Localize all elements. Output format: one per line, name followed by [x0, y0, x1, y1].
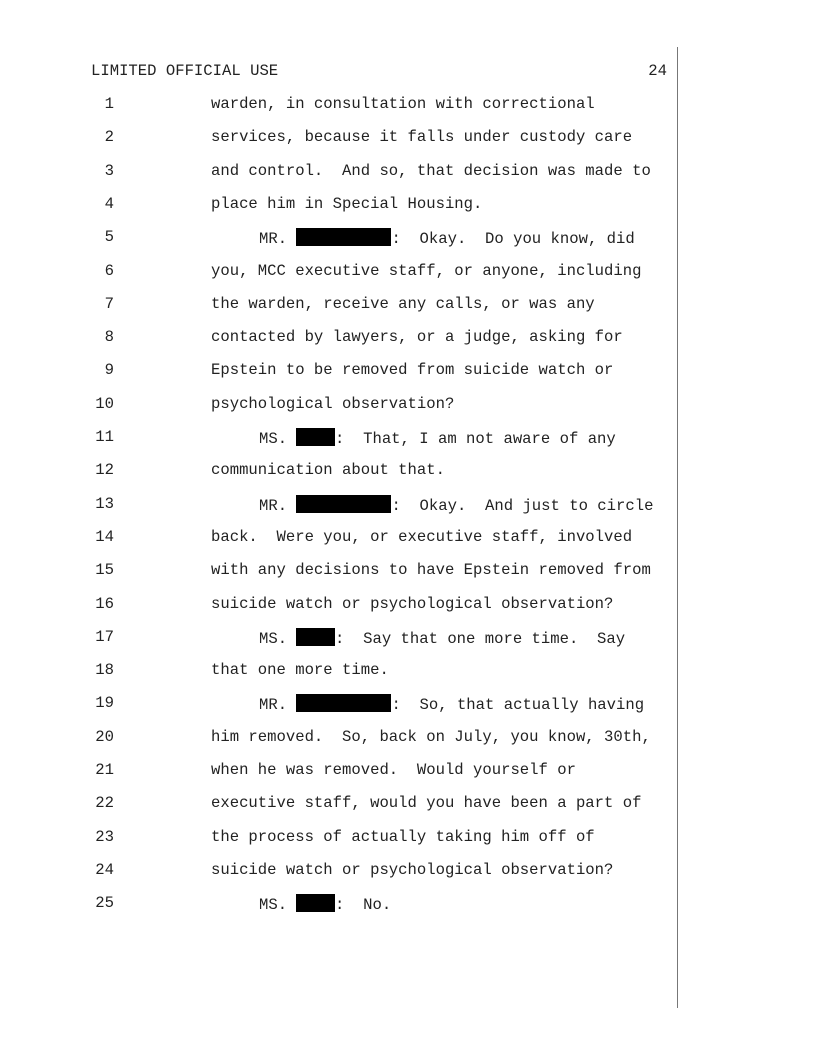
- line-number: 4: [104, 194, 114, 213]
- line-text-segment: MS.: [259, 430, 297, 448]
- line-number: 7: [104, 294, 114, 313]
- line-text-segment: : Okay. And just to circle: [391, 496, 654, 515]
- line-text-segment: with any decisions to have Epstein removed from: [211, 561, 651, 580]
- line-number: 18: [95, 661, 114, 680]
- line-number: 2: [104, 128, 114, 147]
- line-text-segment: suicide watch or psychological observation?: [211, 860, 614, 879]
- line-text-segment: : No.: [335, 896, 392, 915]
- line-text: [259, 694, 644, 714]
- line-text: [211, 728, 651, 746]
- line-text: [211, 595, 613, 613]
- line-text-segment: MS.: [259, 896, 297, 915]
- line-text: [259, 228, 635, 248]
- redaction-block: [296, 228, 391, 246]
- line-text-segment: warden, in consultation with correctional: [211, 95, 595, 113]
- line-text: [211, 162, 651, 180]
- line-text: [211, 295, 595, 313]
- line-text-segment: him removed. So, back on July, you know, 30th,: [211, 727, 651, 746]
- line-text: [211, 561, 651, 579]
- line-text: [211, 361, 613, 379]
- line-text: [211, 461, 445, 479]
- line-text-segment: you, MCC executive staff, or anyone, including: [211, 261, 642, 280]
- line-text-segment: MR.: [259, 230, 297, 249]
- line-text-segment: MS.: [259, 629, 297, 648]
- line-text-segment: MR.: [259, 696, 297, 715]
- line-text: [211, 528, 632, 546]
- line-number: 19: [95, 694, 114, 713]
- line-text-segment: : Say that one more time. Say: [335, 629, 626, 648]
- line-number: 1: [104, 95, 114, 113]
- line-text-segment: MR.: [259, 496, 297, 515]
- line-number: 21: [95, 761, 114, 779]
- line-number: 10: [95, 394, 114, 413]
- line-text: [259, 894, 391, 914]
- page-number: 24: [648, 62, 667, 80]
- line-number: 3: [104, 161, 114, 180]
- line-number: 9: [104, 361, 114, 380]
- line-text-segment: that one more time.: [211, 661, 389, 680]
- margin-rule: [677, 47, 678, 1008]
- line-text: [259, 428, 616, 448]
- line-text: [211, 195, 482, 213]
- line-number: 17: [95, 627, 114, 646]
- line-text: [211, 828, 595, 846]
- line-number: 22: [95, 794, 114, 813]
- line-text-segment: : So, that actually having: [391, 696, 645, 715]
- redaction-block: [296, 495, 391, 513]
- line-text-segment: executive staff, would you have been a part of: [211, 794, 642, 813]
- line-text-segment: the process of actually taking him off of: [211, 827, 595, 846]
- line-text: [211, 262, 641, 280]
- page-header-classification: LIMITED OFFICIAL USE: [91, 62, 279, 80]
- line-number: 11: [95, 428, 114, 446]
- redaction-block: [296, 694, 391, 712]
- line-text-segment: back. Were you, or executive staff, involved: [211, 527, 633, 546]
- redaction-block: [296, 894, 335, 912]
- line-text: [211, 794, 641, 812]
- line-text: [211, 128, 632, 146]
- line-text: [211, 395, 454, 413]
- line-text-segment: Epstein to be removed from suicide watch or: [211, 361, 614, 380]
- line-text: [259, 495, 653, 515]
- line-text-segment: place him in Special Housing.: [211, 194, 483, 213]
- line-text-segment: when he was removed. Would yourself or: [211, 761, 576, 779]
- line-number: 25: [95, 894, 114, 913]
- line-number: 23: [95, 827, 114, 846]
- line-number: 14: [95, 527, 114, 546]
- line-number: 8: [104, 328, 114, 347]
- line-text-segment: suicide watch or psychological observation?: [211, 594, 614, 613]
- redaction-block: [296, 428, 335, 446]
- line-text-segment: : That, I am not aware of any: [335, 430, 616, 448]
- line-text-segment: services, because it falls under custody care: [211, 128, 633, 147]
- line-text-segment: the warden, receive any calls, or was any: [211, 294, 595, 313]
- line-number: 24: [95, 860, 114, 879]
- line-number: 12: [95, 461, 114, 480]
- line-text: [211, 861, 613, 879]
- line-text-segment: : Okay. Do you know, did: [391, 230, 635, 249]
- line-text-segment: psychological observation?: [211, 394, 455, 413]
- line-text: [259, 628, 625, 648]
- line-number: 13: [95, 494, 114, 513]
- line-number: 5: [104, 228, 114, 247]
- redaction-block: [296, 628, 335, 646]
- line-number: 6: [104, 261, 114, 280]
- line-text: [211, 328, 623, 346]
- line-text-segment: contacted by lawyers, or a judge, asking for: [211, 328, 623, 347]
- line-text: [211, 661, 389, 679]
- line-text-segment: communication about that.: [211, 461, 445, 480]
- line-text: [211, 95, 595, 113]
- line-number: 16: [95, 594, 114, 613]
- line-text-segment: and control. And so, that decision was made to: [211, 161, 651, 180]
- line-text: [211, 761, 576, 779]
- line-number: 20: [95, 727, 114, 746]
- line-number: 15: [95, 561, 114, 580]
